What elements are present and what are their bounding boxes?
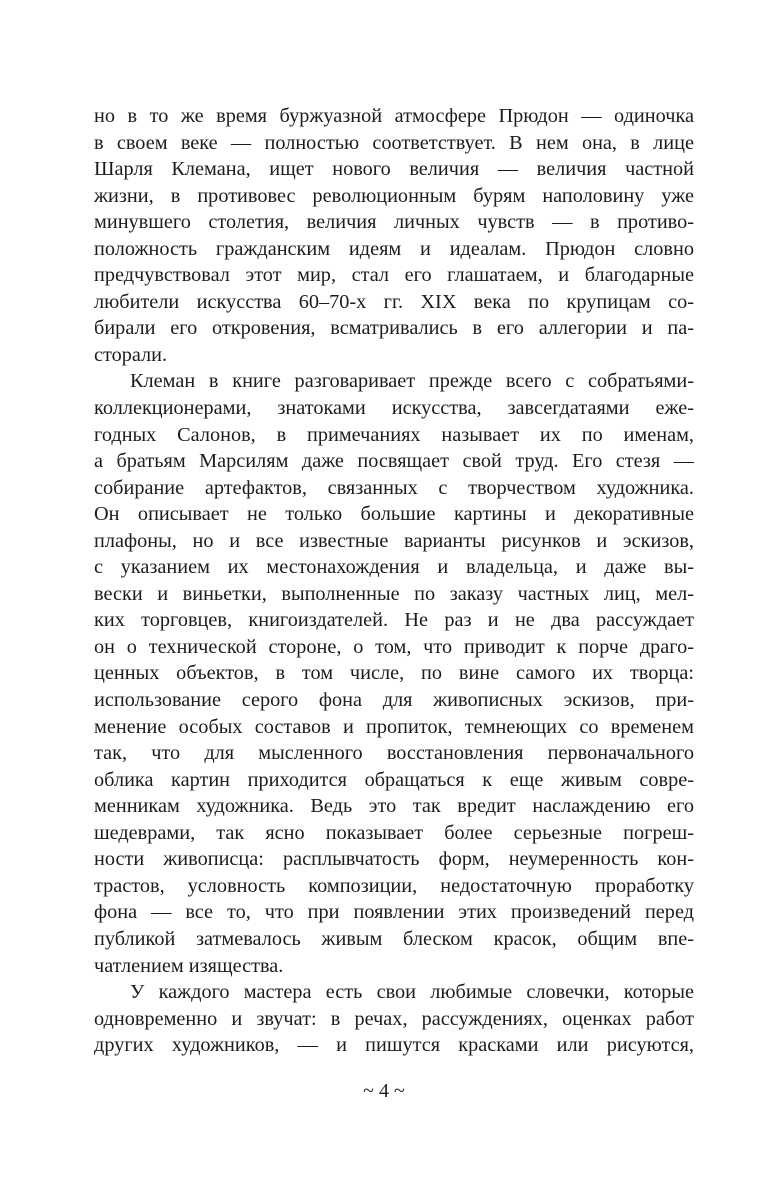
text-line: У каждого мастера есть свои любимые словечки, которые [130,981,694,1004]
text-line: с указанием их местонахождения и владельца, и даже вы- [94,556,694,579]
text-line: предчувствовал этот мир, стал его глашатаем, и благодарные [94,264,694,287]
text-line: он о технической стороне, о том, что приводит к порче драго- [94,635,694,658]
text-line: менение особых составов и пропиток, темнеющих со временем [94,715,694,738]
text-line: так, что для мысленного восстановления первоначального [94,742,694,765]
text-line: Шарля Клемана, ищет нового величия — величия частной [94,158,694,181]
text-line: жизни, в противовес революционным бурям наполовину уже [94,184,694,207]
paragraph-1 [94,103,694,368]
text-line: а братьям Марсилям даже посвящает свой труд. Его стезя — [94,450,694,473]
text-line: в своем веке — полностью соответствует. В нем она, в лице [94,131,694,154]
text-line: Клеман в книге разговаривает прежде всего с собратьями- [130,370,694,393]
text-line: публикой затмевалось живым блеском красок, общим впе- [94,927,694,950]
text-line: плафоны, но и все известные варианты рисунков и эскизов, [94,529,694,552]
paragraph-3 [94,979,694,1059]
text-line: чатлением изящества. [94,954,284,977]
text-line: фона — все то, что при появлении этих произведений перед [94,901,694,924]
text-line: ценных объектов, в том числе, по вине самого их творца: [94,662,694,685]
text-line: облика картин приходится обращаться к еще живым совре- [94,768,694,791]
text-line: любители искусства 60–70-х гг. XIX века по крупицам со- [94,290,694,313]
text-line: положность гражданским идеям и идеалам. Прюдон словно [94,237,694,260]
text-line: бирали его откровения, всматривались в его аллегории и па- [94,317,694,340]
page-number: ~ 4 ~ [363,1080,405,1102]
text-line: шедеврами, так ясно показывает более серьезные погреш- [94,821,694,844]
text-line: ности живописца: расплывчатость форм, неумеренность кон- [94,848,694,871]
text-line: трастов, условность композиции, недостаточную проработку [94,874,694,897]
text-line: сторали. [94,343,168,366]
text-line: годных Салонов, в примечаниях называет их по именам, [94,423,694,446]
text-line: коллекционерами, знатоками искусства, завсегдатаями еже- [94,397,694,420]
text-line: минувшего столетия, величия личных чувств — в противо- [94,211,694,234]
text-line: других художников, — и пишутся красками или рисуются, [94,1034,694,1057]
text-line: менникам художника. Ведь это так вредит наслаждению его [94,795,694,818]
text-line: собирание артефактов, связанных с творчеством художника. [94,476,694,499]
text-line: Он описывает не только большие картины и декоративные [94,503,694,526]
text-line: одновременно и звучат: в речах, рассуждениях, оценках работ [94,1007,694,1030]
text-line: ких торговцев, книгоиздателей. Не раз и не два рассуждает [94,609,694,632]
paragraph-2 [94,368,694,979]
book-page-text [94,103,694,1059]
text-line: вески и виньетки, выполненные по заказу частных лиц, мел- [94,582,694,605]
text-line: использование серого фона для живописных эскизов, при- [94,689,694,712]
text-line: но в то же время буржуазной атмосфере Прюдон — одиночка [94,105,694,127]
